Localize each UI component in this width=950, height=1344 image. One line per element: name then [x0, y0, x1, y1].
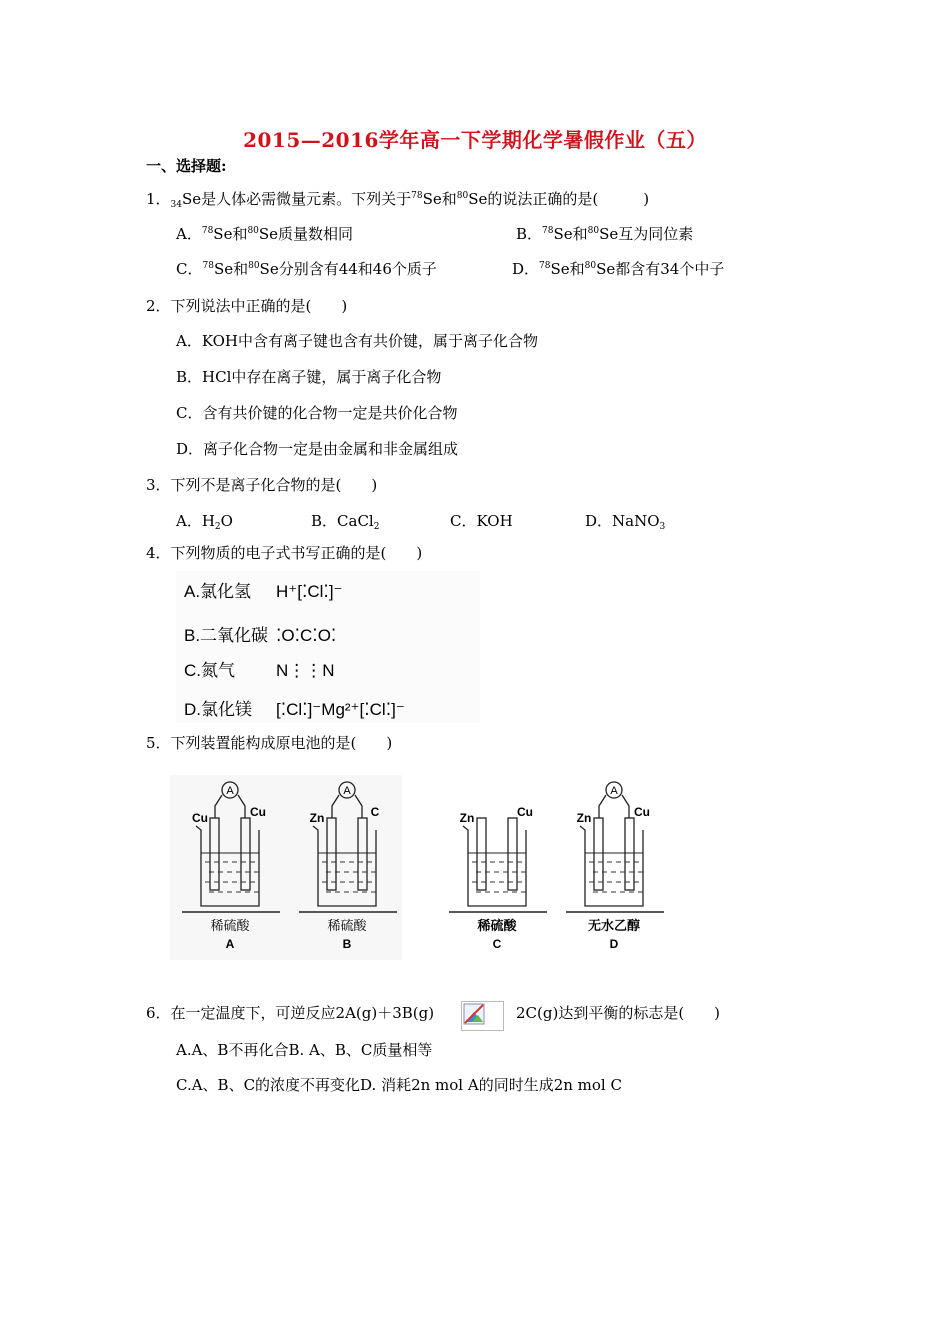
q2-option-c: C．含有共价键的化合物一定是共价化合物: [176, 404, 458, 422]
apparatus-tag: D: [609, 937, 619, 951]
q3-option-a: A．$H_2O$: [176, 512, 233, 532]
q4-option-c: C.氮气 N⋮⋮N: [184, 661, 335, 680]
q2-option-d: D．离子化合物一定是由金属和非金属组成: [176, 440, 459, 458]
q6-stem-start: 6．在一定温度下，可逆反应2A(g)＋3B(g): [146, 1004, 435, 1022]
wire-left: [599, 795, 606, 818]
page-title: 2015—2016学年高一下学期化学暑假作业（五）: [243, 128, 707, 152]
q4-option-b: B.二氧化碳 ⁚O⁚C⁚O⁚: [184, 626, 337, 645]
q5-stem: 5．下列装置能构成原电池的是( ): [146, 734, 393, 752]
q2-stem: 2．下列说法中正确的是( ): [146, 297, 348, 315]
electrode-left-label: Zn: [576, 811, 592, 825]
electrode-right-label: Cu: [250, 805, 266, 819]
apparatus-tag: C: [492, 937, 502, 951]
wire-left: [332, 795, 339, 818]
electrode-right: [625, 818, 634, 890]
electrode-left: [210, 818, 219, 890]
q4-option-d: D.氯化镁 [⁚Cl⁚]⁻Mg²⁺[⁚Cl⁚]⁻: [184, 700, 405, 719]
q3-stem: 3．下列不是离子化合物的是( ): [146, 476, 378, 494]
broken-image-icon: [462, 1002, 503, 1030]
wire-left: [215, 795, 222, 818]
solution-label: 稀硫酸: [210, 918, 250, 933]
electrode-left-label: Cu: [192, 811, 208, 825]
q1-option-c: C．$^{78}$Se和$^{80}$Se分别含有44和46个质子: [176, 260, 437, 278]
q1-option-d: D．$^{78}$Se和$^{80}$Se都含有34个中子: [512, 260, 725, 278]
solution-label: 稀硫酸: [327, 918, 367, 933]
wire-right: [622, 795, 629, 818]
apparatus-tag: B: [342, 937, 352, 951]
wire-right: [238, 795, 245, 818]
q4-option-a: A.氯化氢 H⁺[⁚Cl⁚]⁻: [184, 582, 343, 601]
electrode-right-label: C: [370, 805, 380, 819]
electrode-right-label: Cu: [517, 805, 533, 819]
q2-option-a: A．KOH中含有离子键也含有共价键，属于离子化合物: [176, 332, 539, 350]
electrode-left: [327, 818, 336, 890]
section-heading: 一、选择题:: [146, 157, 227, 175]
q1-option-b: B．$^{78}$Se和$^{80}$Se互为同位素: [516, 225, 694, 243]
electrode-right: [508, 818, 517, 890]
apparatus-tag: A: [225, 937, 235, 951]
electrode-right: [358, 818, 367, 890]
q1-option-a: A．$^{78}$Se和$^{80}$Se质量数相同: [176, 225, 354, 243]
reversible-arrow-image: [461, 1001, 504, 1031]
q3-option-b: B．CaCl$_2$: [311, 512, 380, 532]
q4-stem: 4．下列物质的电子式书写正确的是( ): [146, 544, 423, 562]
ammeter-label: A: [343, 785, 351, 797]
q3-option-c: C．KOH: [450, 512, 513, 530]
q6-stem-end: 2C(g)达到平衡的标志是( ): [516, 1004, 721, 1022]
q3-option-d: D．NaNO$_3$: [585, 512, 666, 532]
solution-label: 无水乙醇: [587, 918, 641, 933]
electrode-left-label: Zn: [459, 811, 475, 825]
electrode-left-label: Zn: [309, 811, 325, 825]
electrode-right-label: Cu: [634, 805, 650, 819]
q2-option-b: B．HCl中存在离子键，属于离子化合物: [176, 368, 442, 386]
q6-options-cd: C.A、B、C的浓度不再变化D. 消耗2n mol A的同时生成2n mol C: [176, 1076, 622, 1094]
ammeter-label: A: [226, 785, 234, 797]
electrode-right: [241, 818, 250, 890]
electrode-left: [594, 818, 603, 890]
q6-options-ab: A.A、B不再化合B. A、B、C质量相等: [176, 1041, 433, 1059]
solution-label: 稀硫酸: [477, 918, 517, 933]
q1-stem: 1．$_{34}$Se是人体必需微量元素。下列关于$^{78}$Se和$^{80}$Se的说法正确的是( ): [146, 190, 650, 210]
ammeter-label: A: [610, 785, 618, 797]
wire-right: [355, 795, 362, 818]
electrode-left: [477, 818, 486, 890]
